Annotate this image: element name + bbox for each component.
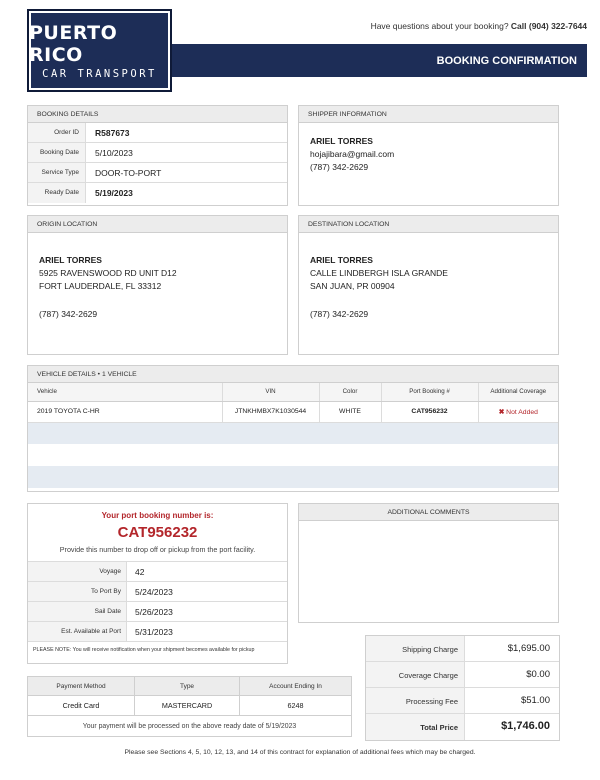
detail-row — [28, 143, 287, 163]
comments-heading: ADDITIONAL COMMENTS — [299, 504, 558, 521]
detail-row — [28, 183, 287, 203]
x-icon: ✖ — [498, 408, 505, 416]
column-header: Color — [319, 383, 381, 401]
port-row-label: Voyage — [28, 562, 127, 581]
port-booking-panel — [27, 503, 288, 664]
port-row-label: Sail Date — [28, 602, 127, 621]
column-header: Vehicle — [28, 383, 222, 401]
port-booking-subtitle: Provide this number to drop off or pickup from the port facility. — [59, 545, 256, 554]
total-label: Total Price — [366, 714, 465, 740]
charge-value: $1,695.00 — [507, 643, 550, 654]
empty-row — [28, 444, 558, 466]
origin-line1: 5925 RAVENSWOOD RD UNIT D12 — [39, 268, 177, 278]
vehicle-name: 2019 TOYOTA C-HR — [28, 401, 222, 422]
vehicle-color: WHITE — [319, 401, 381, 422]
charge-row — [366, 662, 559, 688]
column-header: Additional Coverage — [478, 383, 558, 401]
vehicle-details-panel — [27, 365, 559, 492]
shipper-name: ARIEL TORRES — [310, 136, 373, 146]
origin-panel — [27, 215, 288, 355]
column-header: Port Booking # — [381, 383, 478, 401]
port-row — [28, 561, 287, 581]
payment-method: Credit Card — [28, 696, 135, 716]
shipper-phone: (787) 342-2629 — [310, 162, 369, 172]
port-booking-number-large: CAT956232 — [117, 524, 198, 541]
account-ending: 6248 — [240, 696, 352, 716]
shipper-heading: SHIPPER INFORMATION — [299, 106, 558, 123]
destination-phone: (787) 342-2629 — [310, 309, 369, 319]
page-title: BOOKING CONFIRMATION — [436, 55, 577, 67]
charge-value: $51.00 — [520, 695, 550, 706]
est-available-value: 5/31/2023 — [135, 627, 173, 637]
comments-panel — [298, 503, 559, 623]
destination-line2: SAN JUAN, PR 00904 — [310, 281, 395, 291]
detail-row — [28, 123, 287, 143]
logo-line2: CAR TRANSPORT — [42, 67, 157, 80]
column-header: Payment Method — [28, 677, 135, 696]
port-booking-title: Your port booking number is: — [101, 511, 214, 520]
detail-row — [28, 163, 287, 183]
destination-heading: DESTINATION LOCATION — [299, 216, 558, 233]
footer-note: Please see Sections 4, 5, 10, 12, 13, and 14 of this contract for explanation of additional fees which may be charged. — [124, 749, 476, 756]
total-row — [366, 714, 559, 740]
column-header: Account Ending In — [240, 677, 352, 696]
charge-row — [366, 688, 559, 714]
booking-date: 5/10/2023 — [95, 148, 133, 158]
empty-row — [28, 422, 558, 444]
port-row-label: Est. Available at Port — [28, 622, 127, 641]
column-header: VIN — [222, 383, 319, 401]
port-booking-note: PLEASE NOTE: You will receive notification when your shipment becomes available for pickup — [28, 641, 287, 657]
help-phone[interactable]: Call (904) 322-7644 — [510, 21, 587, 31]
payment-type: MASTERCARD — [135, 696, 240, 716]
detail-label: Ready Date — [28, 183, 86, 203]
charge-value: $0.00 — [526, 669, 550, 680]
destination-panel — [298, 215, 559, 355]
vehicle-details-heading: VEHICLE DETAILS • 1 VEHICLE — [28, 366, 558, 383]
logo-line1: PUERTO RICO — [29, 21, 118, 66]
port-booking-number: CAT956232 — [381, 401, 478, 422]
vehicle-table — [28, 383, 558, 422]
detail-label: Order ID — [28, 123, 86, 142]
charge-label: Processing Fee — [366, 688, 465, 713]
port-row — [28, 621, 287, 641]
charge-row — [366, 636, 559, 662]
charge-label: Coverage Charge — [366, 662, 465, 687]
table-row — [28, 401, 558, 422]
company-logo — [27, 9, 172, 92]
help-text: Have questions about your booking? Call (904) 322-7644 — [370, 21, 587, 31]
payment-note: Your payment will be processed on the above ready date of 5/19/2023 — [28, 716, 352, 737]
booking-details-heading: BOOKING DETAILS — [28, 106, 287, 123]
sail-date-value: 5/26/2023 — [135, 607, 173, 617]
destination-line1: CALLE LINDBERGH ISLA GRANDE — [310, 268, 448, 278]
detail-label: Booking Date — [28, 143, 86, 162]
booking-details-panel — [27, 105, 288, 206]
table-row — [28, 696, 352, 716]
origin-line2: FORT LAUDERDALE, FL 33312 — [39, 281, 162, 291]
column-header: Type — [135, 677, 240, 696]
payment-table — [27, 676, 352, 737]
title-bar — [172, 44, 587, 77]
order-id: R587673 — [95, 128, 130, 138]
vehicle-vin: JTNKHMBX7K1030544 — [222, 401, 319, 422]
detail-label: Service Type — [28, 163, 86, 182]
ready-date: 5/19/2023 — [95, 188, 133, 198]
origin-heading: ORIGIN LOCATION — [28, 216, 287, 233]
destination-name: ARIEL TORRES — [310, 255, 373, 265]
origin-name: ARIEL TORRES — [39, 255, 102, 265]
shipper-email[interactable]: hojajibara@gmail.com — [310, 149, 395, 159]
to-port-by-value: 5/24/2023 — [135, 587, 173, 597]
charge-label: Shipping Charge — [366, 636, 465, 661]
charges-table — [365, 635, 560, 741]
port-row — [28, 601, 287, 621]
voyage-value: 42 — [135, 567, 145, 577]
total-value: $1,746.00 — [501, 720, 550, 732]
port-row — [28, 581, 287, 601]
shipper-panel — [298, 105, 559, 206]
origin-phone: (787) 342-2629 — [39, 309, 98, 319]
empty-row — [28, 466, 558, 488]
coverage-status: ✖ Not Added — [498, 408, 538, 416]
port-row-label: To Port By — [28, 582, 127, 601]
service-type: DOOR-TO-PORT — [95, 168, 162, 178]
